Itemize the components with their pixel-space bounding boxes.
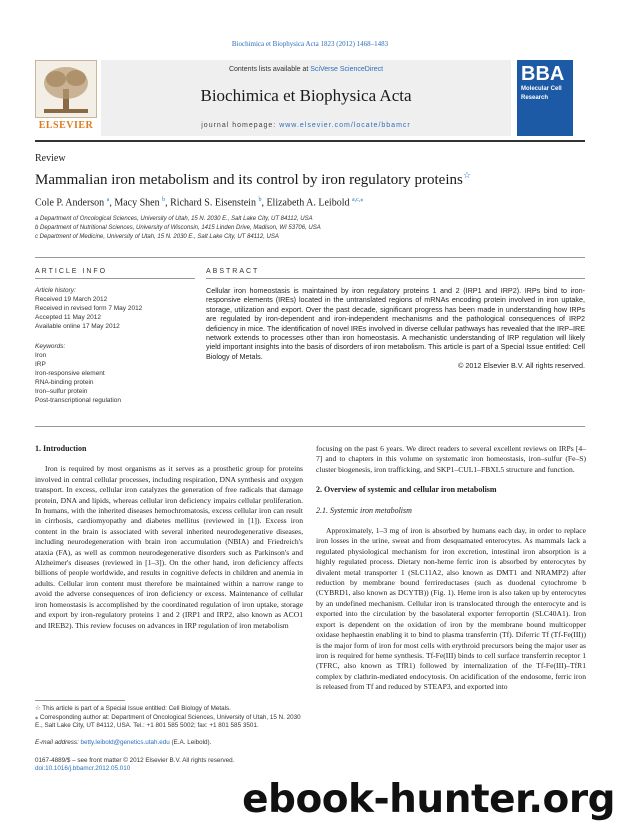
article-info-heading: ARTICLE INFO xyxy=(35,268,108,275)
history-item: Accepted 11 May 2012 xyxy=(35,314,102,321)
author-affiliation-mark[interactable]: b xyxy=(162,197,166,203)
author-name: Macy Shen xyxy=(114,197,160,209)
journal-title: Biochimica et Biophysica Acta xyxy=(200,86,412,105)
author-name: Cole P. Anderson xyxy=(35,197,105,209)
footnote-rule xyxy=(35,700,125,701)
right-column xyxy=(316,444,586,693)
contents-line xyxy=(101,66,511,73)
title-rule xyxy=(35,257,585,258)
tree-icon xyxy=(35,60,97,118)
author-name: Elizabeth A. Leibold xyxy=(266,197,350,209)
footnote-special-issue: ☆ This article is part of a Special Issue entitled: Cell Biology of Metals. xyxy=(35,705,231,712)
watermark: ebook-hunter.org xyxy=(242,777,615,822)
keywords-label: Keywords: xyxy=(35,343,66,350)
history-item: Received in revised form 7 May 2012 xyxy=(35,305,143,312)
keyword: RNA-binding protein xyxy=(35,379,94,386)
section-heading: 1. Introduction xyxy=(35,444,87,453)
section-heading: 2. Overview of systemic and cellular iron metabolism xyxy=(316,485,497,495)
footnote-email xyxy=(35,739,303,747)
header-rule xyxy=(35,140,585,142)
homepage-prefix: journal homepage: xyxy=(201,122,280,129)
history-item: Received 19 March 2012 xyxy=(35,296,108,303)
article-title xyxy=(35,170,595,189)
footnote-corresponding: ⁎ Corresponding author at: Department of Oncological Sciences, University of Utah, 15 N. 2030 E., Salt Lake City, UT 84112, USA. Tel.: +1 801 585 5002; fax: +1 801 585 3501. xyxy=(35,714,301,729)
keyword: IRP xyxy=(35,361,46,368)
author-affiliation-mark[interactable]: b xyxy=(258,197,262,203)
article-title-text: Mammalian iron metabolism and its control by iron regulatory proteins xyxy=(35,172,463,188)
sciencedirect-link[interactable]: SciVerse ScienceDirect xyxy=(310,66,384,73)
article-history xyxy=(35,286,195,331)
cover-title: BBA xyxy=(521,63,565,85)
journal-masthead xyxy=(35,60,585,136)
paragraph: Iron is required by most organisms as it serves as a prosthetic group for proteins involved in central cellular processes, including respiration, DNA synthesis and oxygen transport. In excess, cellular iron catalyzes the generation of free radicals that damage protein, DNA and lipids, whereas cellular iron deficiency impairs cellular proliferation. In humans, with the inherited diseases hemochromatosis, excess cellular iron can result in cirrhosis, cardiomyopathy and diabetes mellitus (reviewed in [1]). Excess iron content in the brain is associated with several inherited neurodegenerative diseases, including neurodegeneration with brain iron accumulation (NBIA) and Friedreich's ataxia (FA), as well as common neurodegenerative disorders such as Parkinson's and Alzheimer's diseases (reviewed in [1–3]). On the other hand, iron deficiency affects billions of people worldwide, and results in cognitive defects in children and anemia in adults. Cellular iron content must therefore be maintained within a narrow range to avoid the adverse consequences of iron deficiency or excess. Maintenance of cellular iron homeostasis is accomplished by the coordinated regulation of iron uptake, storage and export by iron-regulatory proteins 1 and 2 (IRP1 and IRP2, also known as ACO1 and IREB2). This review focuses on advances in IRP regulation of iron metabolism xyxy=(35,464,303,630)
left-column xyxy=(35,444,303,631)
email-label: E-mail address: xyxy=(35,739,79,746)
contents-prefix: Contents lists available at xyxy=(228,66,309,73)
info-rule xyxy=(35,278,195,279)
keyword: Post-transcriptional regulation xyxy=(35,397,121,404)
cover-subtitle-1: Molecular Cell xyxy=(521,86,562,92)
issn-block xyxy=(35,757,303,773)
journal-title-box xyxy=(101,60,511,136)
author-list: Cole P. Anderson $^a$, Macy Shen $^b$, Richard S. Eisenstein $^b$, Elizabeth A. Leibold $^{a,c,⁎}$ xyxy=(35,197,364,209)
homepage-link[interactable]: www.elsevier.com/locate/bbamcr xyxy=(279,122,411,129)
keyword: Iron–sulfur protein xyxy=(35,388,88,395)
affiliation: b Department of Nutritional Sciences, University of Wisconsin, 1415 Linden Drive, Madison, WI 53706, USA xyxy=(35,225,321,231)
doi-link[interactable]: doi:10.1016/j.bbamcr.2012.05.010 xyxy=(35,765,131,772)
history-item: Available online 17 May 2012 xyxy=(35,323,120,330)
keywords xyxy=(35,342,195,405)
journal-cover xyxy=(517,60,573,136)
history-label: Article history: xyxy=(35,287,76,294)
issn: 0167-4889/$ – see front matter © 2012 Elsevier B.V. All rights reserved. xyxy=(35,757,235,764)
journal-homepage xyxy=(101,122,511,129)
keyword: Iron xyxy=(35,352,47,359)
affiliation: a Department of Oncological Sciences, University of Utah, 15 N. 2030 E., Salt Lake City, UT 84112, USA xyxy=(35,216,313,222)
article-type: Review xyxy=(35,153,66,164)
publisher-wordmark: ELSEVIER xyxy=(38,120,94,131)
subsection-heading: 2.1. Systemic iron metabolism xyxy=(316,505,412,515)
keyword: Iron-responsive element xyxy=(35,370,105,377)
paragraph: Approximately, 1–3 mg of iron is absorbed by humans each day, in order to replace iron losses in the urine, sweat and from desquamated enterocytes. As mammals lack a regulated physiological mechanism for iron excretion, intestinal iron absorption is a highly regulated process. Dietary non-heme ferric iron is absorbed by enterocytes by divalent metal transporter 1 (SLC11A2, also known as DMT1 and NRAMP2) after reduction by membrane bound ferrireductases (such as duodenal cytochrome b (CYBRD1, also known as DCYTB)) (Fig. 1). Heme iron is also taken up by enterocytes by an undefined mechanism. Cellular iron is translocated through the enterocyte and is exported into the circulation by the basolateral exporter ferroportin (SLC40A1). Iron export is dependent on the oxidation of iron by the membrane bound multicopper oxidase hephaestin enabling it to bind to plasma transferrin (Tf). Diferric Tf (Tf-Fe(III)) is the major form of iron for most cells with erythroid precursors being the major user as iron is required for heme synthesis. Tf-Fe(III) binds to cell surface transferrin receptor 1 (TFRC, also known as TfR1) followed by internalization of the Tf-Fe(III)–TfR1 complex by clathrin-mediated endocytosis. On acidification of the endosome, ferric iron is released from Tf and reduced by STEAP3, and exported into xyxy=(316,526,586,692)
journal-citation[interactable]: Biochimica et Biophysica Acta 1823 (2012) 1468–1483 xyxy=(231,40,389,48)
paragraph: focusing on the past 6 years. We direct readers to several excellent reviews on IRPs [4–7] and to chapters in this volume on systematic iron homeostasis, iron–sulfur (Fe–S) cluster biogenesis, iron trafficking, and SKP1–CUL1–FBXL5 structure and function. xyxy=(316,444,586,474)
elsevier-logo xyxy=(35,60,97,136)
cover-subtitle-2: Research xyxy=(521,95,549,101)
abstract-rule xyxy=(206,278,585,279)
copyright: © 2012 Elsevier B.V. All rights reserved. xyxy=(458,361,585,371)
title-footnote-mark[interactable]: ☆ xyxy=(462,170,471,180)
abstract-heading: ABSTRACT xyxy=(206,268,260,275)
author-name: Richard S. Eisenstein xyxy=(170,197,256,209)
affiliation: c Department of Medicine, University of Utah, 15 N. 2030 E., Salt Lake City, UT 84112, USA xyxy=(35,234,279,240)
abstract-text: Cellular iron homeostasis is maintained by iron regulatory proteins 1 and 2 (IRP1 and IRP2). IRPs bind to iron-responsive elements (IREs) located in the untranslated regions of mRNAs encoding protein involved in iron uptake, storage, utilization and export. Over the past decade, significant progress has been made in understanding how IRPs are regulated by iron-dependent and iron-independent mechanisms and the pathological consequences of IRP2 deficiency in mice. The identification of novel IREs involved in diverse cellular pathways has revealed that the IRP–IRE network extends to processes other than iron homeostasis. A mechanistic understanding of IRP regulation will likely yield important insights into the basis of disorders of iron metabolism. This article is part of a Special Issue entitled: Cell Biology of Metals. xyxy=(206,286,585,361)
abstract-body xyxy=(206,286,585,371)
email-link[interactable]: betty.leibold@genetics.utah.edu xyxy=(80,739,170,746)
author-affiliation-mark[interactable]: a xyxy=(106,197,110,203)
email-name: (E.A. Leibold). xyxy=(171,739,212,746)
abstract-bottom-rule xyxy=(35,426,585,427)
author-affiliation-mark[interactable]: a,c,⁎ xyxy=(352,197,364,203)
